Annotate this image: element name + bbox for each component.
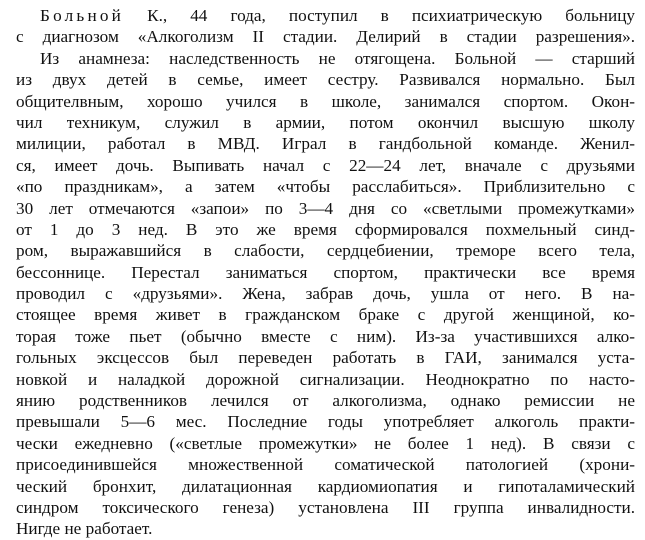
text-line: чески ежедневно («светлые промежутки» не более 1 нед). В связи с	[16, 433, 635, 453]
spaced-word: Больной	[40, 6, 125, 25]
text-line: Из анамнеза: наследственность не отягощена. Больной — старший	[40, 48, 635, 68]
text-line: 30 лет отмечаются «запои» по 3—4 дня со «светлыми промежутками»	[16, 198, 635, 218]
text-line	[16, 5, 635, 26]
text-line: бессоннице. Перестал заниматься спортом, практически все время	[16, 262, 635, 282]
text-line: ром, выражавшийся в слабости, сердцебиении, треморе всего тела,	[16, 241, 635, 261]
text-line: новкой и наладкой дорожной сигнализации. Неоднократно по насто-	[16, 369, 635, 389]
text-line-rest: К., 44 года, поступил в психиатрическую больницу	[124, 6, 635, 25]
text-line: милиции, работал в МВД. Играл в гандбольной команде. Женил-	[16, 134, 635, 154]
text-line: ся, имеет дочь. Выпивать начал с 22—24 лет, вначале с друзьями	[16, 155, 635, 175]
text-line: синдром токсического генеза) установлена III группа инвалидности.	[16, 497, 635, 517]
text-line: присоединившейся множественной соматической патологией (хрони-	[16, 455, 635, 475]
text-line: ческий бронхит, дилатационная кардиомиопатия и гипоталамический	[16, 476, 635, 496]
text-line: с диагнозом «Алкоголизм II стадии. Делирий в стадии разрешения».	[16, 27, 635, 47]
text-line: чил техникум, служил в армии, потом окончил высшую школу	[16, 112, 635, 132]
text-line: превышали 5—6 мес. Последние годы употребляет алкоголь практи-	[16, 412, 635, 432]
text-line: янию родственников лечился от алкоголизма, однако ремиссии не	[16, 391, 635, 411]
text-line: Нигде не работает.	[16, 519, 153, 539]
text-line: «по праздникам», а затем «чтобы расслабиться». Приблизительно с	[16, 177, 635, 197]
text-line: торая тоже пьет (обычно вместе с ним). Из-за участившихся алко-	[16, 326, 635, 346]
text-line: стоящее время живет в гражданском браке с другой женщиной, ко-	[16, 305, 635, 325]
text-line: общителвным, хорошо учился в школе, занимался спортом. Окон-	[16, 91, 635, 111]
text-line: из двух детей в семье, имеет сестру. Развивался нормально. Был	[16, 70, 635, 90]
case-paragraph	[16, 5, 635, 540]
text-line: от 1 до 3 нед. В это же время сформировался похмельный синд-	[16, 219, 635, 239]
text-line: гольных эксцессов был переведен работать в ГАИ, занимался уста-	[16, 348, 635, 368]
text-line: проводил с «друзьями». Жена, забрав дочь, ушла от него. В на-	[16, 284, 635, 304]
